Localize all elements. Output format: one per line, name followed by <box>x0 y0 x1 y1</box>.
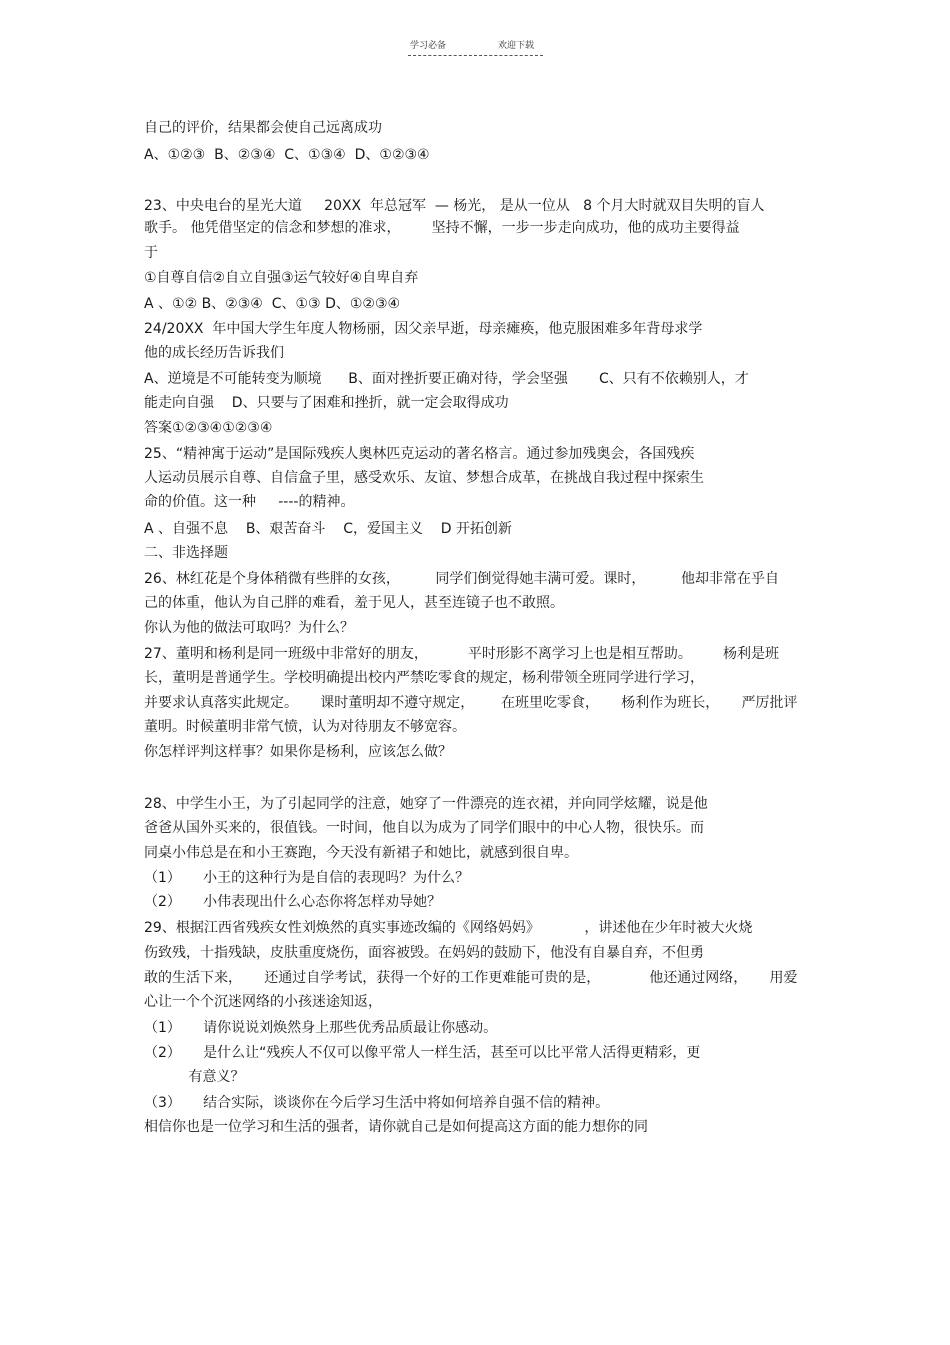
text-line: 自己的评价，结果都会使自己远离成功 <box>144 120 382 136</box>
text-line: 歌手。 他凭借坚定的信念和梦想的准求， 坚持不懈，一步一步走向成功，他的成功主要得益 <box>144 220 740 236</box>
text-line: 你认为他的做法可取吗？为什么？ <box>144 620 354 636</box>
text-line: 心让一个个沉迷网络的小孩迷途知返， <box>144 994 382 1010</box>
text-line: （2） 是什么让“残疾人不仅可以像平常人一样生活，甚至可以比平常人活得更精彩，更 <box>144 1045 701 1061</box>
text-line: 敢的生活下来， 还通过自学考试，获得一个好的工作更难能可贵的是， 他还通过网络， 用爱 <box>144 970 798 986</box>
text-line: 同桌小伟总是在和小王赛跑，今天没有新裙子和她比，就感到很自卑。 <box>144 845 578 861</box>
header-dashed-rule <box>408 55 543 56</box>
text-line: A 、自强不息 B、艰苦奋斗 C，爱国主义 D 开拓创新 <box>144 521 513 537</box>
text-line: 爸爸从国外买来的，很值钱。一时间，他自以为成为了同学们眼中的中心人物，很快乐。而 <box>144 820 704 836</box>
text-line: 23、中央电台的星光大道 20XX 年总冠军 — 杨光， 是从一位从 8 个月大时就双目失明的盲人 <box>144 198 765 214</box>
text-line: 他的成长经历告诉我们 <box>144 345 284 361</box>
text-line: A 、①② B、②③④ C、①③ D、①②③④ <box>144 296 401 312</box>
text-line: 并要求认真落实此规定。 课时董明却不遵守规定， 在班里吃零食， 杨利作为班长， 严厉批评 <box>144 695 798 711</box>
text-line: 24/20XX 年中国大学生年度人物杨丽，因父亲早逝，母亲瘫痪，他克服困难多年背母求学 <box>144 321 703 337</box>
text-line: 己的体重，他认为自己胖的难看，羞于见人，甚至连镜子也不敢照。 <box>144 595 564 611</box>
text-line: A、逆境是不可能转变为顺境 B、面对挫折要正确对待，学会坚强 C、只有不依赖别人，才 <box>144 371 749 387</box>
text-line: 董明。时候董明非常气愤，认为对待朋友不够宽容。 <box>144 719 466 735</box>
text-line: （1） 小王的这种行为是自信的表现吗？为什么？ <box>144 870 470 886</box>
text-line: 有意义？ <box>144 1069 245 1085</box>
text-line: 答案①②③④①②③④ <box>144 420 273 436</box>
header-left-text: 学习必备 <box>410 41 447 51</box>
page-header <box>408 38 543 58</box>
header-right-text: 欢迎下载 <box>498 41 535 51</box>
text-line: （3） 结合实际，谈谈你在今后学习生活中将如何培养自强不信的精神。 <box>144 1095 610 1111</box>
text-line: ①自尊自信②自立自强③运气较好④自卑自弃 <box>144 270 419 286</box>
text-line: 25、“精神寓于运动”是国际残疾人奥林匹克运动的著名格言。通过参加残奥会，各国残疾 <box>144 446 695 462</box>
text-line: 能走向自强 D、只要与了困难和挫折，就一定会取得成功 <box>144 395 509 411</box>
text-line: （2） 小伟表现出什么心态你将怎样劝导她？ <box>144 894 442 910</box>
text-line: （1） 请你说说刘焕然身上那些优秀品质最让你感动。 <box>144 1020 498 1036</box>
text-line: 长，董明是普通学生。学校明确提出校内严禁吃零食的规定，杨利带领全班同学进行学习， <box>144 670 704 686</box>
section-heading: 二、非选择题 <box>144 545 228 561</box>
text-line: 于 <box>144 245 158 261</box>
text-line: 命的价值。这一种 ----的精神。 <box>144 494 355 510</box>
text-line: 27、董明和杨利是同一班级中非常好的朋友， 平时形影不离学习上也是相互帮助。 杨利是班 <box>144 646 780 662</box>
text-line: 人运动员展示自尊、自信盒子里，感受欢乐、友谊、梦想合成革，在挑战自我过程中探索生 <box>144 470 704 486</box>
text-line: 伤致残，十指残缺，皮肤重度烧伤，面容被毁。在妈妈的鼓励下，他没有自暴自弃，不但勇 <box>144 945 704 961</box>
text-line: 相信你也是一位学习和生活的强者，请你就自己是如何提高这方面的能力想你的同 <box>144 1119 648 1135</box>
text-line: 28、中学生小王，为了引起同学的注意，她穿了一件漂亮的连衣裙，并向同学炫耀，说是他 <box>144 796 708 812</box>
text-line: 26、林红花是个身体稍微有些胖的女孩， 同学们倒觉得她丰满可爱。课时， 他却非常在乎自 <box>144 571 780 587</box>
text-line: 29、根据江西省残疾女性刘焕然的真实事迹改编的《网络妈妈》 ，讲述他在少年时被大火烧 <box>144 920 753 936</box>
text-line: 你怎样评判这样事？如果你是杨利，应该怎么做？ <box>144 744 452 760</box>
text-line: A、①②③ B、②③④ C、①③④ D、①②③④ <box>144 147 430 163</box>
